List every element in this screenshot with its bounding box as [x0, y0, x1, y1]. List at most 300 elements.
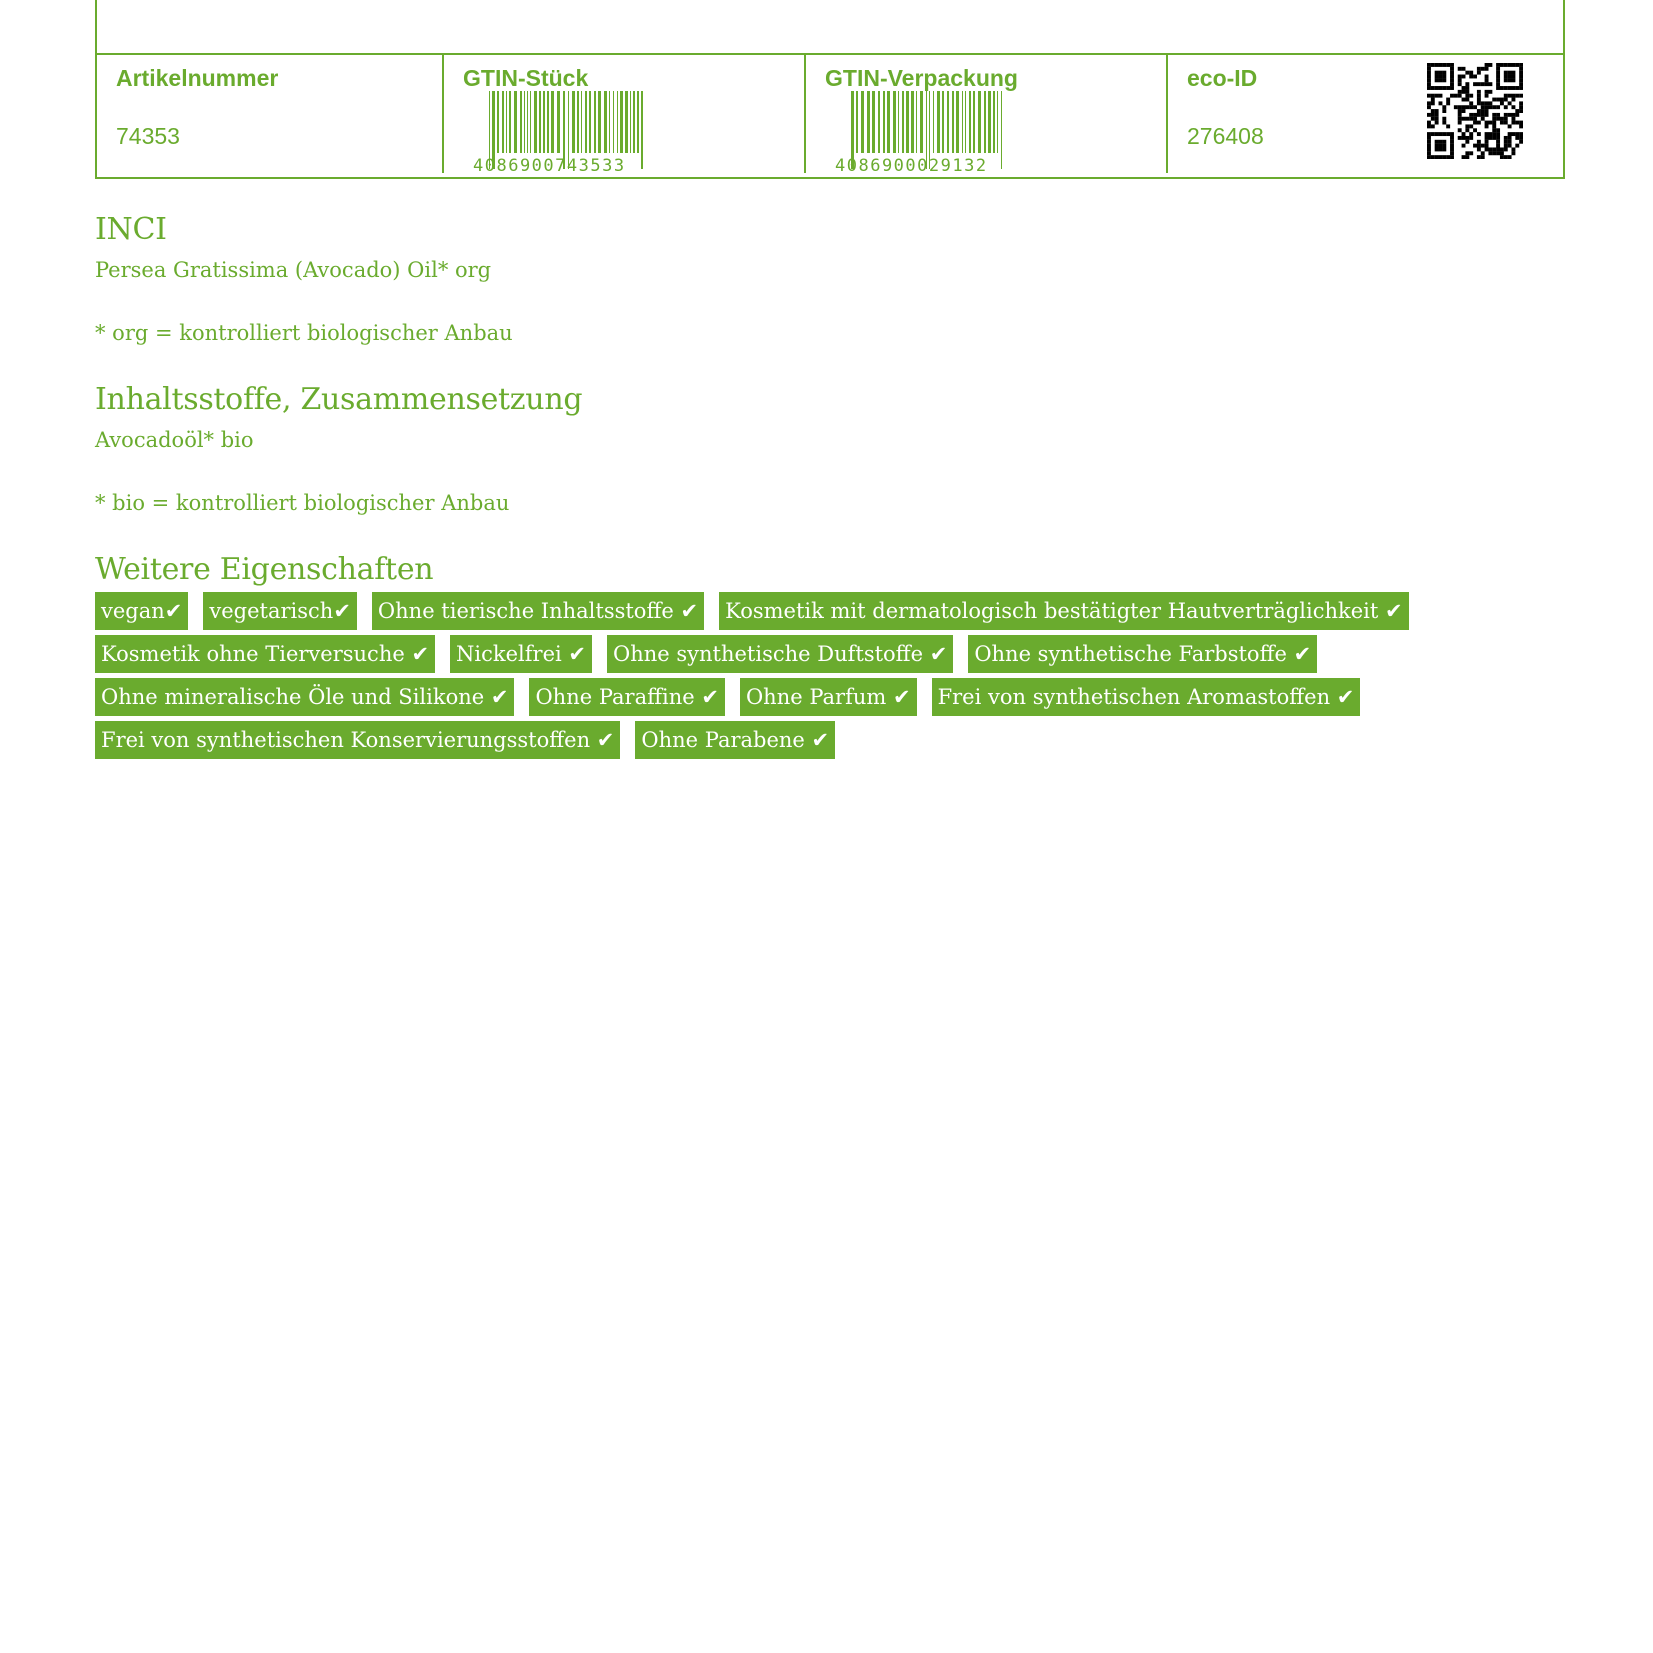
qr-module: [1481, 151, 1485, 155]
qr-module: [1481, 117, 1485, 121]
qr-module: [1439, 86, 1443, 90]
qr-module: [1504, 75, 1508, 79]
property-tag: Frei von synthetischen Konservierungsstoffen ✔: [95, 721, 620, 759]
qr-module: [1496, 86, 1500, 90]
qr-module: [1469, 132, 1473, 136]
property-tag: Nickelfrei ✔: [450, 635, 592, 673]
qr-module: [1458, 94, 1462, 98]
eco-id-label: eco-ID: [1187, 65, 1258, 91]
qr-module: [1465, 86, 1469, 90]
gtin-package-number: [835, 156, 988, 173]
qr-module: [1427, 86, 1431, 90]
qr-module: [1504, 63, 1508, 67]
qr-module: [1431, 98, 1435, 102]
qr-module: [1427, 151, 1431, 155]
qr-module: [1477, 144, 1481, 148]
qr-module: [1515, 63, 1519, 67]
qr-module: [1427, 78, 1431, 82]
barcode-bar: [520, 91, 522, 153]
property-tag: Ohne synthetische Farbstoffe ✔: [968, 635, 1317, 673]
barcode-bar: [620, 91, 623, 153]
qr-module: [1485, 63, 1489, 67]
barcode-bar: [613, 91, 614, 153]
qr-module: [1496, 75, 1500, 79]
qr-module: [1504, 155, 1508, 159]
qr-module: [1427, 82, 1431, 86]
qr-module: [1462, 136, 1466, 140]
qr-module: [1427, 144, 1431, 148]
qr-module: [1511, 75, 1515, 79]
property-tag: vegan✔: [95, 592, 188, 630]
tag-row: [95, 678, 1565, 716]
property-tag: Ohne Parfum ✔: [740, 678, 917, 716]
gtin-piece-number: [473, 156, 626, 173]
qr-module: [1462, 75, 1466, 79]
qr-module: [1488, 90, 1492, 94]
qr-module: [1504, 71, 1508, 75]
qr-module: [1511, 117, 1515, 121]
qr-module: [1442, 155, 1446, 159]
qr-module: [1508, 144, 1512, 148]
qr-module: [1427, 63, 1431, 67]
barcode-bar: [906, 91, 909, 153]
qr-module: [1439, 71, 1443, 75]
qr-module: [1435, 78, 1439, 82]
qr-module: [1465, 151, 1469, 155]
qr-module: [1465, 90, 1469, 94]
qr-module: [1439, 63, 1443, 67]
barcode-bar: [497, 91, 499, 153]
barcode-bar: [594, 91, 596, 153]
qr-module: [1485, 75, 1489, 79]
qr-module: [1446, 155, 1450, 159]
qr-module: [1458, 90, 1462, 94]
barcode-bar: [637, 91, 639, 153]
qr-module: [1473, 128, 1477, 132]
qr-module: [1431, 132, 1435, 136]
barcode-bar: [509, 91, 511, 153]
qr-module: [1511, 98, 1515, 102]
qr-module: [1508, 113, 1512, 117]
barcode-bar: [589, 91, 591, 153]
qr-module: [1492, 117, 1496, 121]
qr-module: [1469, 136, 1473, 140]
qr-module: [1515, 113, 1519, 117]
qr-module: [1477, 71, 1481, 75]
qr-module: [1496, 136, 1500, 140]
barcode-bar: [534, 91, 537, 153]
qr-module: [1477, 147, 1481, 151]
qr-module: [1488, 101, 1492, 105]
qr-module: [1477, 94, 1481, 98]
qr-module: [1496, 78, 1500, 82]
qr-module: [1477, 155, 1481, 159]
qr-module: [1477, 109, 1481, 113]
qr-module: [1485, 82, 1489, 86]
qr-module: [1446, 86, 1450, 90]
qr-module: [1485, 132, 1489, 136]
composition-footnote: * bio = kontrolliert biologischer Anbau: [95, 491, 510, 515]
qr-module: [1496, 113, 1500, 117]
qr-module: [1481, 155, 1485, 159]
qr-module: [1500, 63, 1504, 67]
qr-module: [1442, 78, 1446, 82]
qr-module: [1458, 67, 1462, 71]
barcode-bar: [577, 91, 579, 153]
qr-module: [1477, 113, 1481, 117]
qr-module: [1500, 86, 1504, 90]
qr-module: [1473, 121, 1477, 125]
barcode-bar: [988, 91, 991, 153]
qr-module: [1435, 121, 1439, 125]
qr-module: [1508, 86, 1512, 90]
qr-module: [1439, 94, 1443, 98]
qr-module: [1427, 140, 1431, 144]
qr-module: [1511, 151, 1515, 155]
qr-module: [1446, 132, 1450, 136]
qr-module: [1515, 109, 1519, 113]
qr-module: [1485, 94, 1489, 98]
qr-module: [1508, 71, 1512, 75]
barcode-bar: [604, 91, 607, 153]
qr-module: [1454, 94, 1458, 98]
qr-module: [1508, 63, 1512, 67]
qr-module: [1442, 140, 1446, 144]
qr-module: [1496, 151, 1500, 155]
qr-module: [1458, 121, 1462, 125]
qr-module: [1469, 113, 1473, 117]
qr-module: [1431, 124, 1435, 128]
tag-row: [95, 635, 1565, 673]
barcode-bar: [598, 91, 601, 153]
qr-module: [1442, 105, 1446, 109]
qr-module: [1508, 94, 1512, 98]
barcode-bar: [962, 91, 963, 153]
qr-module: [1473, 144, 1477, 148]
qr-module: [1485, 109, 1489, 113]
qr-module: [1450, 94, 1454, 98]
qr-module: [1485, 144, 1489, 148]
qr-module: [1431, 155, 1435, 159]
qr-module: [1431, 113, 1435, 117]
qr-module: [1458, 136, 1462, 140]
qr-module: [1465, 98, 1469, 102]
qr-module: [1454, 105, 1458, 109]
qr-module: [1435, 63, 1439, 67]
qr-module: [1488, 147, 1492, 151]
qr-module: [1442, 109, 1446, 113]
qr-module: [1481, 67, 1485, 71]
gtin-piece-cell: [442, 55, 806, 173]
qr-module: [1435, 140, 1439, 144]
qr-module: [1504, 94, 1508, 98]
qr-module: [1427, 101, 1431, 105]
qr-module: [1439, 155, 1443, 159]
qr-module: [1442, 144, 1446, 148]
qr-module: [1481, 113, 1485, 117]
qr-module: [1519, 71, 1523, 75]
qr-module: [1496, 144, 1500, 148]
qr-module: [1481, 101, 1485, 105]
qr-module: [1450, 132, 1454, 136]
qr-module: [1515, 121, 1519, 125]
qr-module: [1439, 140, 1443, 144]
qr-module: [1465, 105, 1469, 109]
barcode-bar: [581, 91, 582, 153]
qr-module: [1427, 105, 1431, 109]
barcode-bar: [965, 91, 966, 153]
qr-module: [1435, 109, 1439, 113]
barcode-bar: [609, 91, 610, 153]
barcode-bar: [547, 91, 549, 153]
qr-module: [1473, 75, 1477, 79]
qr-module: [1473, 117, 1477, 121]
barcode-bar: [861, 91, 864, 153]
barcode-bar: [502, 91, 504, 153]
qr-module: [1519, 121, 1523, 125]
qr-module: [1511, 147, 1515, 151]
qr-module: [1462, 98, 1466, 102]
qr-module: [1504, 136, 1508, 140]
inci-title: INCI: [95, 212, 167, 247]
qr-module: [1485, 105, 1489, 109]
qr-module: [1515, 136, 1519, 140]
property-tag: Ohne synthetische Duftstoffe ✔: [607, 635, 953, 673]
qr-module: [1496, 147, 1500, 151]
gtin-package-label: GTIN-Verpackung: [825, 65, 1018, 91]
composition-title: Inhaltsstoffe, Zusammensetzung: [95, 382, 583, 417]
qr-module: [1519, 109, 1523, 113]
qr-module: [1515, 144, 1519, 148]
qr-module: [1504, 105, 1508, 109]
qr-module: [1508, 136, 1512, 140]
qr-module: [1488, 151, 1492, 155]
barcode-bar: [514, 91, 517, 153]
qr-module: [1508, 140, 1512, 144]
qr-module: [1435, 155, 1439, 159]
qr-module: [1442, 121, 1446, 125]
qr-module: [1492, 128, 1496, 132]
qr-module: [1508, 124, 1512, 128]
qr-module: [1477, 101, 1481, 105]
tag-row: [95, 721, 1565, 759]
qr-module: [1477, 132, 1481, 136]
qr-module: [1450, 140, 1454, 144]
qr-module: [1500, 101, 1504, 105]
qr-module: [1511, 121, 1515, 125]
property-tag: Kosmetik mit dermatologisch bestätigter Hautverträglichkeit ✔: [719, 592, 1409, 630]
barcode-bar: [527, 91, 528, 153]
qr-module: [1450, 67, 1454, 71]
qr-module: [1465, 128, 1469, 132]
qr-module: [1427, 121, 1431, 125]
qr-module: [1519, 94, 1523, 98]
product-info-frame: [95, 0, 1565, 179]
qr-module: [1488, 121, 1492, 125]
qr-module: [1519, 78, 1523, 82]
qr-module: [1508, 132, 1512, 136]
qr-module: [1477, 82, 1481, 86]
qr-module: [1442, 75, 1446, 79]
barcode-bar: [524, 91, 525, 153]
qr-module: [1492, 105, 1496, 109]
qr-module: [1508, 78, 1512, 82]
qr-module: [1485, 140, 1489, 144]
qr-module: [1492, 151, 1496, 155]
qr-module: [1504, 147, 1508, 151]
barcode-bar: [585, 91, 587, 153]
qr-module: [1465, 140, 1469, 144]
qr-module: [1496, 71, 1500, 75]
qr-module: [1442, 71, 1446, 75]
qr-module: [1485, 78, 1489, 82]
qr-module: [1446, 98, 1450, 102]
qr-module: [1469, 94, 1473, 98]
qr-module: [1427, 147, 1431, 151]
qr-module: [1496, 128, 1500, 132]
barcode-bar: [942, 91, 944, 153]
qr-module: [1485, 147, 1489, 151]
qr-module: [1492, 124, 1496, 128]
qr-module: [1462, 90, 1466, 94]
qr-module: [1504, 113, 1508, 117]
qr-module: [1427, 155, 1431, 159]
qr-module: [1508, 101, 1512, 105]
qr-module: [1485, 113, 1489, 117]
qr-module: [1519, 136, 1523, 140]
gtin-package-cell: [804, 55, 1168, 173]
gtin-piece-label: GTIN-Stück: [463, 65, 589, 91]
barcode-bar: [878, 91, 880, 153]
barcode-bar: [856, 91, 858, 153]
composition-ingredients: Avocadoöl* bio: [95, 428, 254, 452]
article-number-value: 74353: [116, 123, 180, 149]
property-tag: vegetarisch✔: [203, 592, 357, 630]
property-tags: [95, 592, 1565, 764]
qr-module: [1442, 86, 1446, 90]
barcode-bar: [543, 91, 545, 153]
qr-module: [1485, 124, 1489, 128]
barcode-bar: [973, 91, 975, 153]
property-tag: Ohne mineralische Öle und Silikone ✔: [95, 678, 514, 716]
qr-module: [1519, 101, 1523, 105]
qr-module: [1450, 78, 1454, 82]
qr-module: [1488, 105, 1492, 109]
qr-module: [1477, 140, 1481, 144]
qr-module: [1450, 136, 1454, 140]
qr-module: [1465, 155, 1469, 159]
qr-module: [1435, 71, 1439, 75]
qr-module: [1477, 67, 1481, 71]
qr-module: [1481, 82, 1485, 86]
qr-module: [1462, 67, 1466, 71]
qr-module: [1431, 101, 1435, 105]
qr-module: [1519, 132, 1523, 136]
qr-module: [1431, 109, 1435, 113]
barcode-bar: [630, 91, 631, 153]
qr-module: [1442, 117, 1446, 121]
qr-module: [1446, 101, 1450, 105]
property-tag: Ohne Paraffine ✔: [529, 678, 725, 716]
barcode-bar: [641, 91, 643, 169]
qr-module: [1473, 105, 1477, 109]
barcode-bar: [625, 91, 628, 153]
barcode-bar: [887, 91, 890, 153]
qr-module: [1511, 86, 1515, 90]
qr-module: [1481, 109, 1485, 113]
qr-module: [1446, 63, 1450, 67]
qr-module: [1519, 75, 1523, 79]
tag-row: [95, 592, 1565, 630]
qr-module: [1504, 144, 1508, 148]
properties-title: Weitere Eigenschaften: [95, 552, 434, 587]
qr-module: [1439, 101, 1443, 105]
gtin-piece-number-text: 4086900743533: [473, 156, 626, 173]
qr-module: [1439, 75, 1443, 79]
qr-module: [1485, 136, 1489, 140]
barcode-bar: [572, 91, 575, 153]
qr-module: [1435, 94, 1439, 98]
qr-module: [1496, 105, 1500, 109]
qr-module: [1442, 147, 1446, 151]
qr-module: [1431, 63, 1435, 67]
article-number-label: Artikelnummer: [116, 65, 279, 91]
qr-module: [1485, 121, 1489, 125]
qr-module: [1519, 67, 1523, 71]
qr-module: [1450, 71, 1454, 75]
qr-module: [1496, 140, 1500, 144]
barcode-bar: [1001, 91, 1002, 169]
qr-module: [1492, 147, 1496, 151]
qr-module: [1477, 121, 1481, 125]
qr-module: [1492, 98, 1496, 102]
qr-module: [1427, 71, 1431, 75]
qr-module: [1519, 63, 1523, 67]
qr-module: [1450, 75, 1454, 79]
qr-module: [1515, 94, 1519, 98]
qr-module: [1477, 98, 1481, 102]
qr-module: [1462, 117, 1466, 121]
property-tag: Kosmetik ohne Tierversuche ✔: [95, 635, 435, 673]
qr-module: [1469, 75, 1473, 79]
qr-module: [1442, 63, 1446, 67]
qr-module: [1458, 128, 1462, 132]
qr-module: [1435, 75, 1439, 79]
qr-module: [1427, 67, 1431, 71]
gtin-package-number-text: 4086900029132: [835, 156, 988, 173]
qr-code-icon: [1427, 63, 1523, 159]
qr-module: [1500, 147, 1504, 151]
qr-module: [1462, 105, 1466, 109]
barcode-bar: [956, 91, 959, 153]
qr-module: [1469, 101, 1473, 105]
qr-module: [1511, 78, 1515, 82]
inci-footnote: * org = kontrolliert biologischer Anbau: [95, 321, 513, 345]
qr-module: [1481, 105, 1485, 109]
qr-module: [1469, 117, 1473, 121]
barcode-bar: [937, 91, 940, 153]
property-tag: Ohne tierische Inhaltsstoffe ✔: [372, 592, 704, 630]
qr-module: [1465, 82, 1469, 86]
qr-module: [1519, 140, 1523, 144]
barcode-bar: [530, 91, 531, 153]
qr-module: [1458, 78, 1462, 82]
qr-module: [1435, 113, 1439, 117]
qr-module: [1427, 124, 1431, 128]
qr-module: [1504, 86, 1508, 90]
qr-module: [1504, 98, 1508, 102]
qr-module: [1450, 151, 1454, 155]
